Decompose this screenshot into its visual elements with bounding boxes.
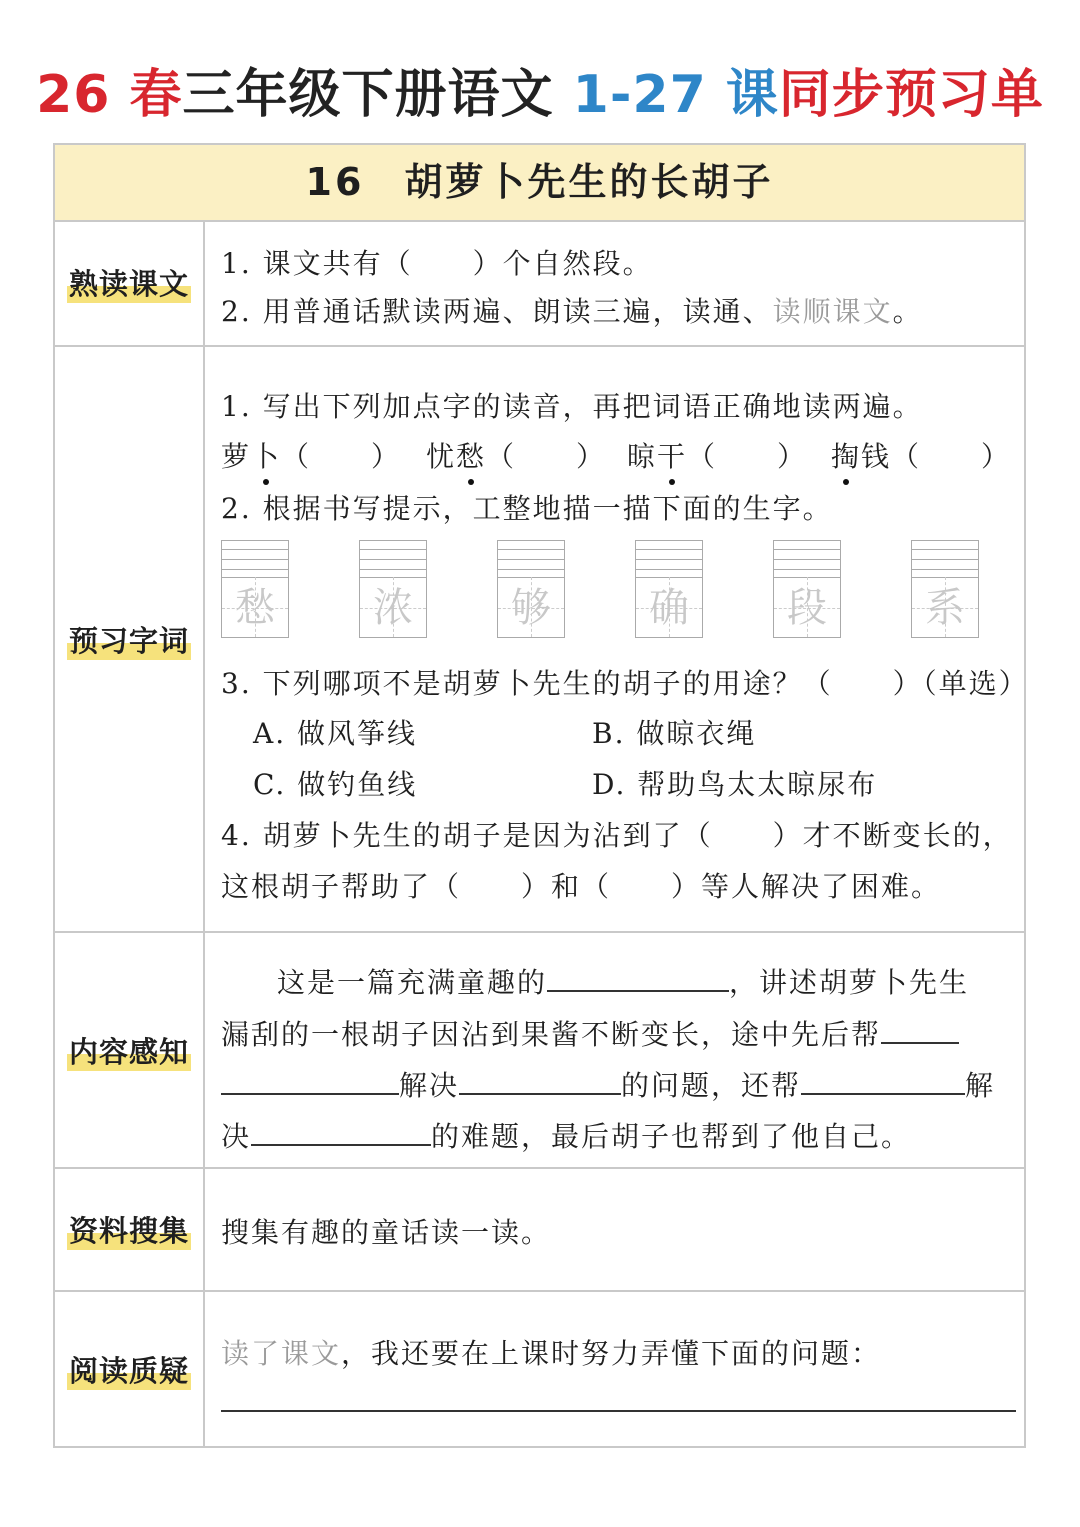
word-item: 掏钱（ ） xyxy=(831,435,1011,475)
fill-blank[interactable] xyxy=(459,1067,621,1095)
fill-blank[interactable] xyxy=(251,1118,431,1146)
lesson-number: 16 xyxy=(305,160,365,204)
answer-line[interactable] xyxy=(221,1410,1016,1412)
summary-line-4: 决 的难题，最后胡子也帮到了他自己。 xyxy=(221,1120,912,1153)
title-part-grade: 三年级下册语文 xyxy=(182,65,573,125)
summary-line-3: 解决 的问题，还帮 解 xyxy=(221,1064,995,1104)
writing-grid xyxy=(497,540,565,638)
question-2: 2. 根据书写提示，工整地描一描下面的生字。 xyxy=(221,492,833,525)
worksheet-table xyxy=(53,143,1029,1448)
watermarked-text: 读了课文 xyxy=(221,1337,342,1370)
fill-blank[interactable] xyxy=(881,1016,959,1044)
question-3: 3. 下列哪项不是胡萝卜先生的胡子的用途？（ ）（单选） xyxy=(221,667,1029,700)
option-b: B. 做晾衣绳 xyxy=(592,717,757,750)
writing-grid xyxy=(635,540,703,638)
fill-blank[interactable] xyxy=(547,964,729,992)
question-4-line-2: 这根胡子帮助了（ ）和（ ）等人解决了困难。 xyxy=(221,870,942,903)
writing-grid xyxy=(773,540,841,638)
trace-character: 系 xyxy=(925,585,965,631)
summary-line-2: 漏刮的一根胡子因沾到果酱不断变长，途中先后帮 xyxy=(221,1013,959,1053)
question-2: 2. 用普通话默读两遍、朗读三遍，读通、读顺课文。 xyxy=(221,295,923,328)
section-read-text xyxy=(55,220,1024,347)
option-a: A. 做风筝线 xyxy=(253,717,418,750)
question-4-line-1: 4. 胡萝卜先生的胡子是因为沾到了（ ）才不断变长的， xyxy=(221,819,1013,852)
trace-character: 浓 xyxy=(373,585,413,631)
trace-character: 段 xyxy=(787,585,827,631)
title-part-spring: 26 春 xyxy=(36,65,183,125)
title-part-sheet: 同步预习单 xyxy=(778,65,1044,125)
lesson-banner xyxy=(55,145,1024,222)
section-label: 预习字词 xyxy=(55,347,205,931)
option-d: D. 帮助鸟太太晾尿布 xyxy=(592,768,878,801)
trace-character: 确 xyxy=(649,585,689,631)
summary-line-1: 这是一篇充满童趣的 ，讲述胡萝卜先生 xyxy=(277,966,970,999)
question-prompt: 读了课文，我还要在上课时努力弄懂下面的问题： xyxy=(221,1337,882,1370)
title-part-lessons: 1-27 课 xyxy=(572,65,779,125)
section-material-collection xyxy=(55,1169,1024,1292)
section-label: 熟读课文 xyxy=(55,220,205,345)
trace-character: 愁 xyxy=(235,585,275,631)
section-label: 阅读质疑 xyxy=(55,1292,205,1446)
fill-blank[interactable] xyxy=(221,1067,399,1095)
section-label: 内容感知 xyxy=(55,933,205,1167)
question-1: 1. 写出下列加点字的读音，再把词语正确地读两遍。 xyxy=(221,390,923,423)
section-reading-questions xyxy=(55,1292,1024,1446)
fill-blank[interactable] xyxy=(801,1067,965,1095)
page-title xyxy=(0,50,1080,140)
writing-grid xyxy=(359,540,427,638)
option-c: C. 做钓鱼线 xyxy=(253,768,418,801)
writing-grid xyxy=(221,540,289,638)
writing-grid xyxy=(911,540,979,638)
word-item: 忧愁（ ） xyxy=(426,435,606,475)
word-item: 萝卜（ ） xyxy=(221,435,401,475)
section-label: 资料搜集 xyxy=(55,1169,205,1290)
question-1: 1. 课文共有（ ）个自然段。 xyxy=(221,247,653,280)
watermarked-text: 读顺课文 xyxy=(772,295,893,328)
section-preview-words xyxy=(55,347,1029,933)
word-item: 晾干（ ） xyxy=(627,435,807,475)
collection-task: 搜集有趣的童话读一读。 xyxy=(221,1216,552,1249)
trace-character: 够 xyxy=(511,585,551,631)
lesson-name: 胡萝卜先生的长胡子 xyxy=(404,160,774,204)
section-content-perception xyxy=(55,933,1024,1169)
